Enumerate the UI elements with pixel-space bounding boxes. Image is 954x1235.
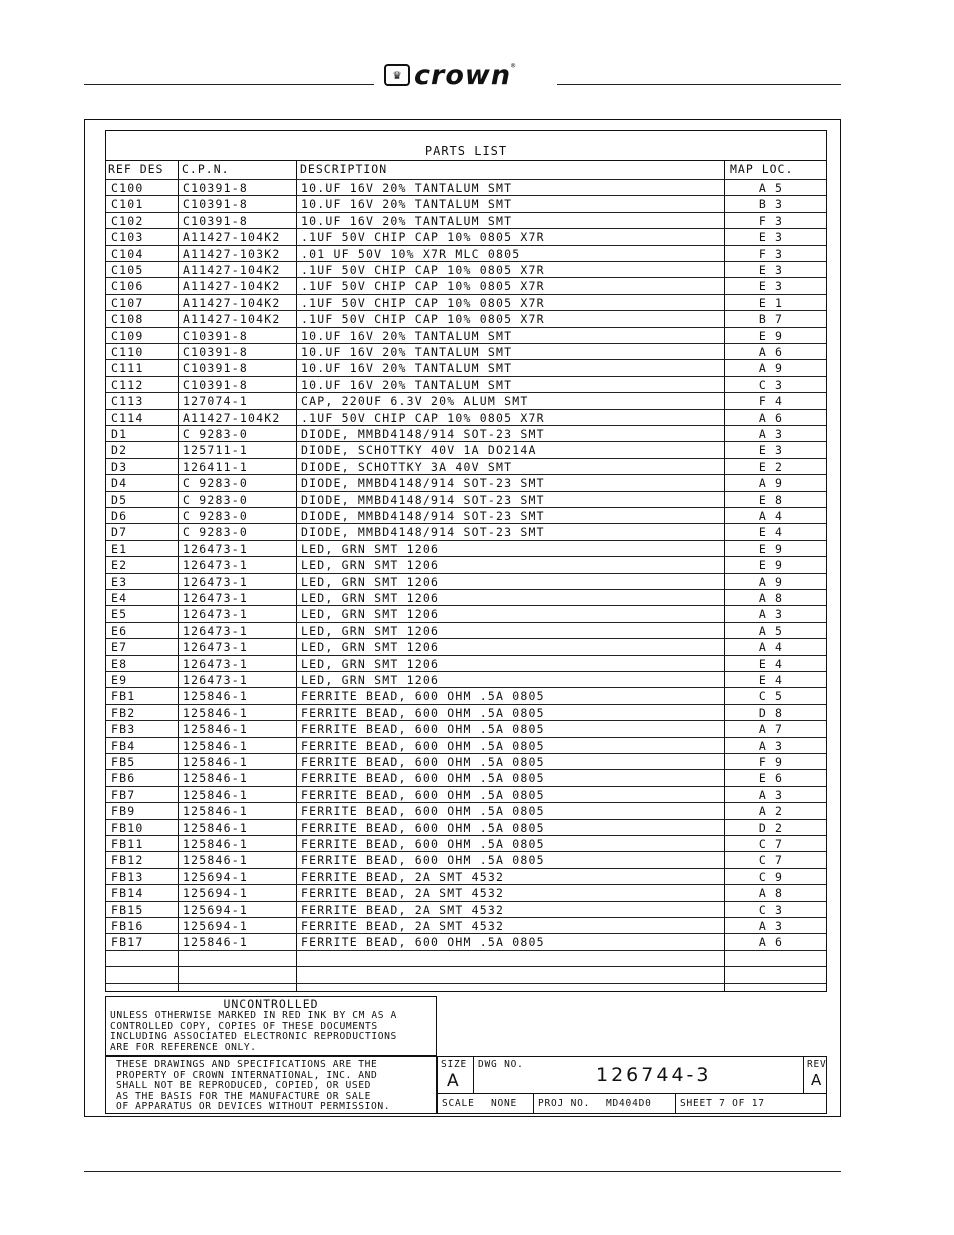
description-cell: FERRITE BEAD, 600 OHM .5A 0805 <box>301 738 545 753</box>
cpn-cell: C10391-8 <box>183 361 248 376</box>
cpn-cell: C 9283-0 <box>183 476 248 491</box>
map-loc-cell: F 3 <box>758 213 784 228</box>
description-cell: DIODE, SCHOTTKY 40V 1A DO214A <box>301 443 537 458</box>
cpn-cell: 127074-1 <box>183 394 248 409</box>
description-cell: CAP, 220UF 6.3V 20% ALUM SMT <box>301 394 529 409</box>
map-loc-cell: C 7 <box>758 837 784 851</box>
map-loc-cell: A 3 <box>758 919 784 933</box>
description-cell: FERRITE BEAD, 600 OHM .5A 0805 <box>301 722 545 737</box>
description-cell: 10.UF 16V 20% TANTALUM SMT <box>301 345 513 359</box>
map-loc-cell: A 3 <box>758 607 784 622</box>
description-cell: FERRITE BEAD, 2A SMT 4532 <box>301 869 505 884</box>
map-loc-cell: D 2 <box>758 820 784 835</box>
cpn-cell: 126473-1 <box>183 607 248 622</box>
cpn-cell: C 9283-0 <box>183 509 248 523</box>
proj-cell <box>534 1094 676 1114</box>
size-value: A <box>447 1071 462 1091</box>
map-loc-cell: A 8 <box>758 591 784 605</box>
description-cell: FERRITE BEAD, 2A SMT 4532 <box>301 886 505 901</box>
cpn-cell: 126473-1 <box>183 574 248 589</box>
description-cell: LED, GRN SMT 1206 <box>301 574 440 589</box>
description-cell: LED, GRN SMT 1206 <box>301 656 440 671</box>
map-loc-cell: E 6 <box>758 771 784 786</box>
ref-des-cell: FB10 <box>111 820 144 835</box>
uncontrolled-notice <box>105 996 437 1056</box>
map-loc-cell: E 4 <box>758 525 784 540</box>
description-cell: FERRITE BEAD, 2A SMT 4532 <box>301 902 505 917</box>
table-row <box>106 425 826 442</box>
ref-des-cell: FB16 <box>111 919 144 933</box>
map-loc-cell: E 4 <box>758 656 784 671</box>
ref-des-cell: C113 <box>111 394 144 409</box>
property-line: AS THE BASIS FOR THE MANUFACTURE OR SALE <box>116 1090 372 1102</box>
property-line: THESE DRAWINGS AND SPECIFICATIONS ARE THE <box>116 1059 378 1070</box>
cpn-cell: 125694-1 <box>183 886 248 901</box>
cpn-cell: 125846-1 <box>183 722 248 737</box>
table-row <box>106 540 826 557</box>
ref-des-cell: D7 <box>111 525 128 540</box>
sheet-number: SHEET 7 OF 17 <box>680 1098 765 1109</box>
ref-des-cell: C114 <box>111 410 144 425</box>
rev-cell <box>804 1057 826 1094</box>
header-ref-des: REF DES <box>108 162 164 176</box>
cpn-cell: 125711-1 <box>183 443 248 458</box>
description-cell: FERRITE BEAD, 600 OHM .5A 0805 <box>301 755 545 769</box>
table-row <box>106 605 826 622</box>
cpn-cell: C10391-8 <box>183 213 248 228</box>
description-cell: LED, GRN SMT 1206 <box>301 623 440 638</box>
table-row <box>106 491 826 508</box>
cpn-cell: 125846-1 <box>183 837 248 851</box>
description-cell: .1UF 50V CHIP CAP 10% 0805 X7R <box>301 295 545 310</box>
description-cell: LED, GRN SMT 1206 <box>301 541 440 556</box>
ref-des-cell: FB1 <box>111 689 136 704</box>
description-cell: .1UF 50V CHIP CAP 10% 0805 X7R <box>301 312 545 327</box>
description-cell: LED, GRN SMT 1206 <box>301 591 440 605</box>
ref-des-cell: C100 <box>111 181 144 195</box>
table-row <box>106 556 826 573</box>
cpn-cell: 125846-1 <box>183 689 248 704</box>
map-loc-cell: A 6 <box>758 410 784 425</box>
map-loc-cell: E 3 <box>758 443 784 458</box>
map-loc-cell: A 5 <box>758 181 784 195</box>
ref-des-cell: E3 <box>111 574 128 589</box>
map-loc-cell: A 9 <box>758 574 784 589</box>
map-loc-cell: A 9 <box>758 361 784 376</box>
map-loc-cell: E 3 <box>758 263 784 277</box>
cpn-cell: A11427-104K2 <box>183 263 281 277</box>
table-row <box>106 655 826 672</box>
ref-des-cell: D2 <box>111 443 128 458</box>
crown-glyph: ♛ <box>393 67 401 83</box>
description-cell: .1UF 50V CHIP CAP 10% 0805 X7R <box>301 279 545 294</box>
cpn-cell: A11427-104K2 <box>183 312 281 327</box>
description-cell: LED, GRN SMT 1206 <box>301 558 440 573</box>
table-row <box>106 228 826 245</box>
description-cell: LED, GRN SMT 1206 <box>301 640 440 655</box>
cpn-cell: C10391-8 <box>183 197 248 212</box>
map-loc-cell: B 3 <box>758 197 784 212</box>
ref-des-cell: FB6 <box>111 771 136 786</box>
ref-des-cell: FB4 <box>111 738 136 753</box>
map-loc-cell: E 3 <box>758 279 784 294</box>
table-row <box>106 720 826 737</box>
map-loc-cell: A 4 <box>758 509 784 523</box>
table-row <box>106 589 826 606</box>
description-cell: 10.UF 16V 20% TANTALUM SMT <box>301 377 513 392</box>
description-cell: DIODE, MMBD4148/914 SOT-23 SMT <box>301 427 545 441</box>
table-row <box>106 851 826 868</box>
map-loc-cell: A 9 <box>758 476 784 491</box>
ref-des-cell: C101 <box>111 197 144 212</box>
cpn-cell: 126473-1 <box>183 623 248 638</box>
cpn-cell: 126473-1 <box>183 656 248 671</box>
map-loc-cell: C 3 <box>758 902 784 917</box>
map-loc-cell: C 5 <box>758 689 784 704</box>
header-rule-right <box>557 84 841 85</box>
map-loc-cell: E 1 <box>758 295 784 310</box>
table-row <box>106 310 826 327</box>
cpn-cell: 125694-1 <box>183 869 248 884</box>
cpn-cell: 125846-1 <box>183 935 248 950</box>
description-cell: .1UF 50V CHIP CAP 10% 0805 X7R <box>301 263 545 277</box>
cpn-cell: C 9283-0 <box>183 525 248 540</box>
description-cell: DIODE, MMBD4148/914 SOT-23 SMT <box>301 492 545 507</box>
description-cell: FERRITE BEAD, 600 OHM .5A 0805 <box>301 820 545 835</box>
cpn-cell: C 9283-0 <box>183 492 248 507</box>
description-cell: 10.UF 16V 20% TANTALUM SMT <box>301 197 513 212</box>
table-row <box>106 704 826 721</box>
cpn-cell: A11427-104K2 <box>183 410 281 425</box>
description-cell: LED, GRN SMT 1206 <box>301 607 440 622</box>
map-loc-cell: E 8 <box>758 492 784 507</box>
description-cell: DIODE, MMBD4148/914 SOT-23 SMT <box>301 509 545 523</box>
table-row <box>106 359 826 376</box>
cpn-cell: 125694-1 <box>183 902 248 917</box>
description-cell: FERRITE BEAD, 600 OHM .5A 0805 <box>301 689 545 704</box>
table-row <box>106 195 826 212</box>
table-row <box>106 933 826 950</box>
size-cell <box>438 1057 474 1094</box>
empty-row <box>106 966 826 983</box>
uncontrolled-line: ARE FOR REFERENCE ONLY. <box>110 1042 257 1054</box>
map-loc-cell: C 9 <box>758 869 784 884</box>
map-loc-cell: E 3 <box>758 230 784 245</box>
dwg-label: DWG NO. <box>478 1059 524 1070</box>
size-label: SIZE <box>441 1059 468 1070</box>
empty-row <box>106 950 826 967</box>
map-loc-cell: A 5 <box>758 623 784 638</box>
cpn-cell: 126473-1 <box>183 558 248 573</box>
cpn-cell: C 9283-0 <box>183 427 248 441</box>
ref-des-cell: C105 <box>111 263 144 277</box>
cpn-cell: A11427-104K2 <box>183 279 281 294</box>
ref-des-cell: FB11 <box>111 837 144 851</box>
ref-des-cell: C107 <box>111 295 144 310</box>
table-row <box>106 294 826 311</box>
cpn-cell: 125846-1 <box>183 820 248 835</box>
map-loc-cell: A 6 <box>758 345 784 359</box>
ref-des-cell: E7 <box>111 640 128 655</box>
map-loc-cell: A 4 <box>758 640 784 655</box>
footer-rule <box>84 1171 841 1172</box>
ref-des-cell: C110 <box>111 345 144 359</box>
header-cpn: C.P.N. <box>182 162 230 176</box>
table-row <box>106 245 826 262</box>
ref-des-cell: FB12 <box>111 853 144 868</box>
uncontrolled-line: UNLESS OTHERWISE MARKED IN RED INK BY CM AS A <box>110 1009 397 1021</box>
ref-des-cell: C111 <box>111 361 144 376</box>
map-loc-cell: D 8 <box>758 705 784 720</box>
cpn-cell: A11427-103K2 <box>183 246 281 261</box>
sheet-cell <box>676 1094 826 1114</box>
drawing-sheet <box>84 119 841 1117</box>
map-loc-cell: F 4 <box>758 394 784 409</box>
table-row <box>106 277 826 294</box>
description-cell: 10.UF 16V 20% TANTALUM SMT <box>301 328 513 343</box>
header-map-loc: MAP LOC. <box>730 162 794 176</box>
ref-des-cell: E5 <box>111 607 128 622</box>
cpn-cell: C10391-8 <box>183 377 248 392</box>
map-loc-cell: A 3 <box>758 738 784 753</box>
scale-value: NONE <box>491 1098 518 1109</box>
parts-list-table <box>105 130 827 992</box>
ref-des-cell: D4 <box>111 476 128 491</box>
title-block <box>105 992 827 1114</box>
map-loc-cell: A 3 <box>758 787 784 802</box>
ref-des-cell: FB13 <box>111 869 144 884</box>
table-row <box>106 392 826 409</box>
uncontrolled-title: UNCONTROLLED <box>223 997 319 1011</box>
scale-cell <box>438 1094 534 1114</box>
description-cell: 10.UF 16V 20% TANTALUM SMT <box>301 361 513 376</box>
cpn-cell: 126473-1 <box>183 591 248 605</box>
table-row <box>106 687 826 704</box>
ref-des-cell: C108 <box>111 312 144 327</box>
ref-des-cell: E6 <box>111 623 128 638</box>
cpn-cell: 126473-1 <box>183 673 248 687</box>
table-row <box>106 638 826 655</box>
map-loc-cell: B 7 <box>758 312 784 327</box>
map-loc-cell: E 9 <box>758 558 784 573</box>
map-loc-cell: F 9 <box>758 755 784 769</box>
description-cell: FERRITE BEAD, 600 OHM .5A 0805 <box>301 771 545 786</box>
table-row <box>106 786 826 803</box>
table-row <box>106 671 826 688</box>
ref-des-cell: E8 <box>111 656 128 671</box>
description-cell: .1UF 50V CHIP CAP 10% 0805 X7R <box>301 410 545 425</box>
map-loc-cell: A 2 <box>758 804 784 819</box>
cpn-cell: C10391-8 <box>183 328 248 343</box>
ref-des-cell: FB15 <box>111 902 144 917</box>
table-row <box>106 441 826 458</box>
cpn-cell: 125846-1 <box>183 705 248 720</box>
proj-label: PROJ NO. <box>538 1098 591 1109</box>
ref-des-cell: FB14 <box>111 886 144 901</box>
table-row <box>106 179 826 196</box>
header-rule-left <box>84 84 374 85</box>
description-cell: DIODE, MMBD4148/914 SOT-23 SMT <box>301 476 545 491</box>
ref-des-cell: C109 <box>111 328 144 343</box>
ref-des-cell: FB2 <box>111 705 136 720</box>
drawing-info <box>437 1056 827 1114</box>
cpn-cell: A11427-104K2 <box>183 230 281 245</box>
table-row <box>106 622 826 639</box>
description-cell: DIODE, MMBD4148/914 SOT-23 SMT <box>301 525 545 540</box>
cpn-cell: 125846-1 <box>183 787 248 802</box>
registered-mark: ® <box>511 62 516 70</box>
ref-des-cell: E2 <box>111 558 128 573</box>
cpn-cell: C10391-8 <box>183 181 248 195</box>
ref-des-cell: FB9 <box>111 804 136 819</box>
ref-des-cell: E1 <box>111 541 128 556</box>
crown-logo <box>384 60 554 90</box>
uncontrolled-line: INCLUDING ASSOCIATED ELECTRONIC REPRODUCTIONS <box>110 1031 397 1043</box>
table-row <box>106 769 826 786</box>
map-loc-cell: A 7 <box>758 722 784 737</box>
cpn-cell: 126473-1 <box>183 640 248 655</box>
ref-des-cell: C112 <box>111 377 144 392</box>
property-line: PROPERTY OF CROWN INTERNATIONAL, INC. AND <box>116 1069 378 1081</box>
cpn-cell: C10391-8 <box>183 345 248 359</box>
table-row <box>106 376 826 393</box>
description-cell: FERRITE BEAD, 600 OHM .5A 0805 <box>301 837 545 851</box>
description-cell: FERRITE BEAD, 600 OHM .5A 0805 <box>301 705 545 720</box>
table-row <box>106 753 826 770</box>
map-loc-cell: E 4 <box>758 673 784 687</box>
map-loc-cell: F 3 <box>758 246 784 261</box>
property-line: OF APPARATUS OR DEVICES WITHOUT PERMISSION. <box>116 1101 391 1113</box>
ref-des-cell: C106 <box>111 279 144 294</box>
table-row <box>106 819 826 836</box>
map-loc-cell: A 6 <box>758 935 784 950</box>
map-loc-cell: C 7 <box>758 853 784 868</box>
ref-des-cell: D1 <box>111 427 128 441</box>
ref-des-cell: E4 <box>111 591 128 605</box>
description-cell: 10.UF 16V 20% TANTALUM SMT <box>301 181 513 195</box>
ref-des-cell: D3 <box>111 459 128 474</box>
map-loc-cell: A 8 <box>758 886 784 901</box>
ref-des-cell: C102 <box>111 213 144 228</box>
property-notice <box>105 1056 437 1114</box>
description-cell: FERRITE BEAD, 2A SMT 4532 <box>301 919 505 933</box>
description-cell: FERRITE BEAD, 600 OHM .5A 0805 <box>301 935 545 950</box>
header-description: DESCRIPTION <box>300 162 388 176</box>
cpn-cell: 125846-1 <box>183 738 248 753</box>
table-row <box>106 835 826 852</box>
table-row <box>106 343 826 360</box>
crown-icon <box>384 64 410 86</box>
title-rule <box>106 160 826 161</box>
scale-label: SCALE <box>442 1098 475 1109</box>
table-row <box>106 737 826 754</box>
description-cell: DIODE, SCHOTTKY 3A 40V SMT <box>301 459 513 474</box>
table-row <box>106 409 826 426</box>
table-row <box>106 458 826 475</box>
table-row <box>106 212 826 229</box>
description-cell: FERRITE BEAD, 600 OHM .5A 0805 <box>301 787 545 802</box>
cpn-cell: A11427-104K2 <box>183 295 281 310</box>
parts-list-title: PARTS LIST <box>424 144 508 158</box>
description-cell: .1UF 50V CHIP CAP 10% 0805 X7R <box>301 230 545 245</box>
rev-value: A <box>811 1071 825 1089</box>
ref-des-cell: D6 <box>111 509 128 523</box>
description-cell: FERRITE BEAD, 600 OHM .5A 0805 <box>301 853 545 868</box>
table-row <box>106 523 826 540</box>
table-row <box>106 507 826 524</box>
cpn-cell: 125846-1 <box>183 853 248 868</box>
cpn-cell: 125846-1 <box>183 771 248 786</box>
map-loc-cell: A 3 <box>758 427 784 441</box>
ref-des-cell: C104 <box>111 246 144 261</box>
ref-des-cell: FB3 <box>111 722 136 737</box>
uncontrolled-line: CONTROLLED COPY, COPIES OF THESE DOCUMENTS <box>110 1020 378 1032</box>
rev-label: REV <box>807 1059 827 1070</box>
cpn-cell: 125846-1 <box>183 755 248 769</box>
cpn-cell: 125846-1 <box>183 804 248 819</box>
table-row <box>106 261 826 278</box>
ref-des-cell: FB17 <box>111 935 144 950</box>
cpn-cell: 125694-1 <box>183 919 248 933</box>
cpn-cell: 126411-1 <box>183 459 248 474</box>
table-row <box>106 327 826 344</box>
ref-des-cell: D5 <box>111 492 128 507</box>
dwg-number: 126744-3 <box>596 1064 712 1086</box>
table-row <box>106 868 826 885</box>
map-loc-cell: E 2 <box>758 459 784 474</box>
table-row <box>106 573 826 590</box>
table-row <box>106 884 826 901</box>
proj-value: MD404D0 <box>606 1098 652 1109</box>
map-loc-cell: E 9 <box>758 541 784 556</box>
dwg-cell <box>474 1057 804 1094</box>
ref-des-cell: FB5 <box>111 755 136 769</box>
description-cell: FERRITE BEAD, 600 OHM .5A 0805 <box>301 804 545 819</box>
ref-des-cell: FB7 <box>111 787 136 802</box>
ref-des-cell: C103 <box>111 230 144 245</box>
brand-name: crown <box>414 59 512 91</box>
cpn-cell: 126473-1 <box>183 541 248 556</box>
description-cell: .01 UF 50V 10% X7R MLC 0805 <box>301 246 521 261</box>
property-line: SHALL NOT BE REPRODUCED, COPIED, OR USED <box>116 1080 372 1092</box>
table-row <box>106 474 826 491</box>
table-row <box>106 802 826 819</box>
table-row <box>106 917 826 934</box>
description-cell: LED, GRN SMT 1206 <box>301 673 440 687</box>
map-loc-cell: E 9 <box>758 328 784 343</box>
ref-des-cell: E9 <box>111 673 128 687</box>
description-cell: 10.UF 16V 20% TANTALUM SMT <box>301 213 513 228</box>
table-row <box>106 901 826 918</box>
map-loc-cell: C 3 <box>758 377 784 392</box>
